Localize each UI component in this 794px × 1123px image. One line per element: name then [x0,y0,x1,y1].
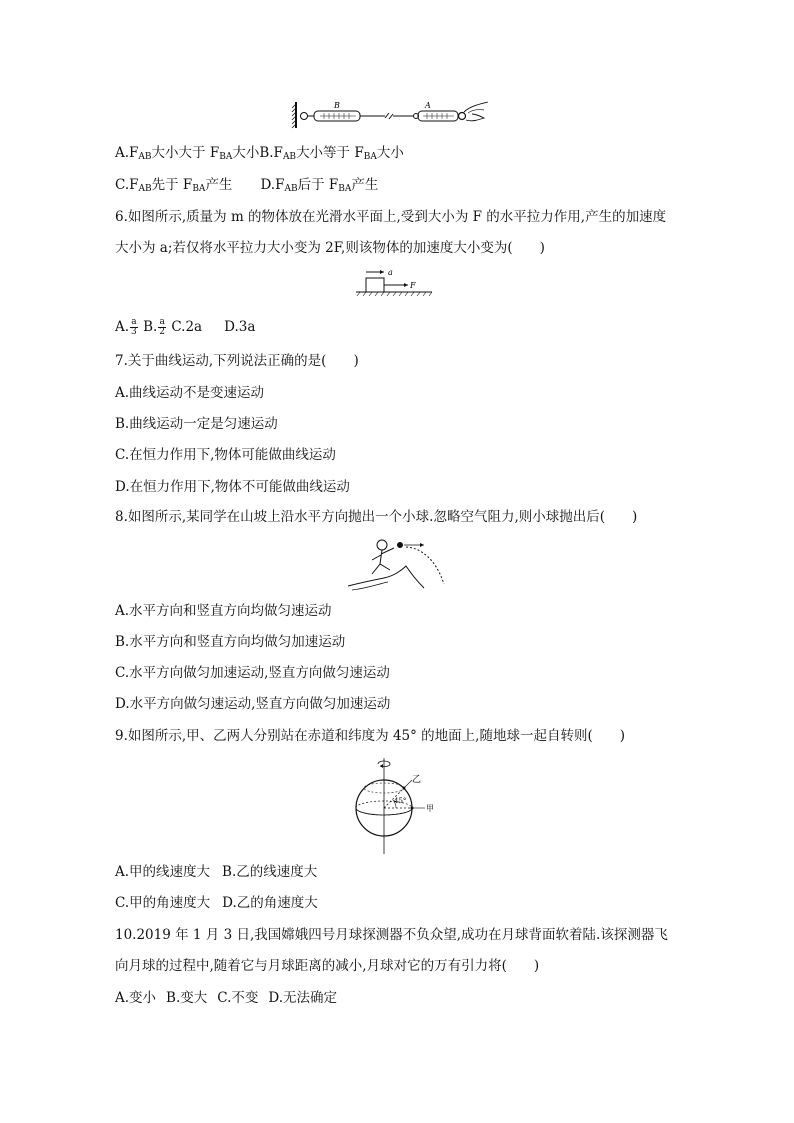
q6-option-d: D.3a [224,319,256,335]
q8-stem: 8.如图所示,某同学在山坡上沿水平方向抛出一个小球.忽略空气阻力,则小球抛出后( ) [115,509,638,525]
acceleration-label: a [388,268,393,277]
scale-b-label: B [334,101,340,110]
scale-a-label: A [425,101,431,110]
force-label: F [410,281,416,290]
q7-stem: 7.关于曲线运动,下列说法正确的是( ) [115,353,359,369]
q6-stem-line1: 6.如图所示,质量为 m 的物体放在光滑水平面上,受到大小为 F 的水平拉力作用,产生的加速度 [115,209,667,225]
q6-stem-line2: 大小为 a;若仅将水平拉力大小变为 2F,则该物体的加速度大小变为( ) [115,240,545,256]
q9-option-a: A.甲的线速度大 [115,864,211,880]
q7-option-c: C.在恒力作用下,物体可能做曲线运动 [115,447,336,463]
q5-options-ab [115,144,404,166]
q6-option-b: B. $\frac{a}{2}$ [143,317,166,337]
q9-option-d: D.乙的角速度大 [222,895,318,911]
q7-option-d: D.在恒力作用下,物体不可能做曲线运动 [115,479,350,495]
q7-option-b: B.曲线运动一定是匀速运动 [115,416,278,432]
q8-option-a: A.水平方向和竖直方向均做匀速运动 [115,603,332,619]
q8-option-d: D.水平方向做匀速运动,竖直方向做匀加速运动 [115,696,391,712]
q8-option-c: C.水平方向做匀加速运动,竖直方向做匀速运动 [115,665,390,681]
person-jia-label: 甲 [426,804,434,813]
q10-options [115,989,337,1007]
q9-option-b: B.乙的线速度大 [222,864,318,880]
q10-option-a: A.变小 [115,990,157,1006]
q10-stem-line2: 向月球的过程中,随着它与月球距离的减小,月球对它的万有引力将( ) [115,958,540,974]
person-yi-label: 乙 [412,775,422,785]
q9-option-c: C.甲的角速度大 [115,895,211,911]
q5-options-cd [115,176,378,198]
q5-option-b: $B.F_{AB}$大小等于 $F_{BA}$大小 [259,145,404,162]
q5-option-a: $A.F_{AB}$大小大于 $F_{BA}$大小 [115,145,260,162]
q10-option-c: C.不变 [217,990,259,1006]
earth-rotation-figure [352,756,448,856]
q9-options-cd [115,894,318,912]
q10-stem-line1: 10.2019 年 1 月 3 日,我国嫦娥四号月球探测器不负众望,成功在月球背面软着陆.该探测器飞 [115,927,668,943]
q10-option-b: B.变大 [166,990,208,1006]
q6-option-c: C.2a [171,319,203,335]
q8-option-b: B.水平方向和竖直方向均做匀加速运动 [115,634,346,650]
q7-option-a: A.曲线运动不是变速运动 [115,385,265,401]
q9-stem: 9.如图所示,甲、乙两人分别站在赤道和纬度为 45° 的地面上,随地球一起自转则( ) [115,728,626,744]
projectile-figure [344,536,452,592]
q5-option-c: $C.F_{AB}$先于 $F_{BA}$产生 [115,177,233,194]
q5-option-d: $D.F_{AB}$后于 $F_{BA}$产生 [260,177,379,194]
q6-option-a: A. $\frac{a}{3}$ [115,317,137,337]
q6-options [115,316,255,338]
q9-options-ab [115,863,317,881]
q10-option-d: D.无法确定 [268,990,338,1006]
spring-scales-figure [290,96,490,132]
block-force-figure [352,266,436,298]
angle-label: 45° [394,797,407,805]
